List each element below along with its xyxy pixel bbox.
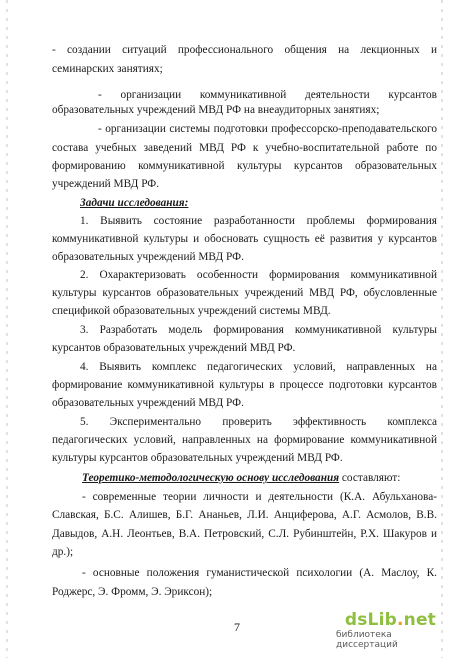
text-line: др.); <box>52 546 74 558</box>
text-line: образовательных учреждений МВД РФ. <box>52 397 244 409</box>
scan-edge-left <box>6 0 8 658</box>
text-line: Славская, Б.С. Алишев, Б.Г. Ананьев, Л.И. Анциферова, А.Г. Асмолов, В.В. <box>52 509 437 521</box>
text-line: формированию коммуникативной культуры курсантов образовательных <box>52 160 437 172</box>
text-line: 1. Выявить состояние разработанности проблемы формирования <box>80 215 437 227</box>
page-number: 7 <box>234 620 240 634</box>
text-line: - создании ситуаций профессионального общения на лекционных и <box>52 44 437 56</box>
text-line: - основные положения гуманистической психологии (А. Маслоу, К. <box>82 567 437 579</box>
text-line: семинарских занятиях; <box>52 63 163 75</box>
text-line: состава учебных заведений МВД РФ к учебно-воспитательной работе по <box>52 142 437 154</box>
text-line: 5. Экспериментально проверить эффективность комплекса <box>80 416 437 428</box>
text-line: культуры курсантов образовательных учреждений МВД РФ, обусловленные <box>52 287 437 299</box>
text-line: учреждений МВД РФ. <box>52 178 160 190</box>
dslib-logo: dsLib.net <box>344 610 436 630</box>
text-line: образовательных учреждений МВД РФ. <box>52 251 244 263</box>
text-line: Задачи исследования: <box>80 197 189 209</box>
scan-edge-right <box>441 0 443 658</box>
text-line: - современные теории личности и деятельности (К.А. Абульханова- <box>82 491 437 503</box>
text-line: курсантов образовательных учреждений МВД РФ. <box>52 342 296 354</box>
text-line: - организации коммуникативной деятельности курсантов <box>98 89 437 101</box>
text-line: 3. Разработать модель формирования коммуникативной культуры <box>80 324 437 336</box>
text-line: Теоретико-методологическую основу исследования составляют: <box>82 472 401 484</box>
text-line: 2. Охарактеризовать особенности формирования коммуникативной <box>80 269 437 281</box>
text-line: формирование коммуникативной культуры в процессе подготовки курсантов <box>52 379 437 391</box>
text-line: 4. Выявить комплекс педагогических условий, направленных на <box>80 361 437 373</box>
text-line: Давыдов, А.Н. Леонтьев, В.А. Петровский, С.Л. Рубинштейн, Р.Х. Шакуров и <box>52 528 437 540</box>
text-line: коммуникативной культуры и обосновать сущность её развития у курсантов <box>52 233 437 245</box>
text-line: образовательных учреждений МВД РФ на внеаудиторных занятиях; <box>52 104 380 116</box>
dslib-watermark <box>336 610 436 650</box>
text-line: культуры курсантов образовательных учреждений МВД РФ. <box>52 452 343 464</box>
text-line: педагогических условий, направленных на формирование коммуникативной <box>52 434 437 446</box>
text-line: спецификой образовательных учреждений системы МВД. <box>52 305 331 317</box>
text-line: Роджерс, Э. Фромм, Э. Эриксон); <box>52 586 213 598</box>
dslib-subtitle: библиотека диссертаций <box>336 630 398 650</box>
text-line: - организации системы подготовки профессорско-преподавательского <box>98 123 437 135</box>
